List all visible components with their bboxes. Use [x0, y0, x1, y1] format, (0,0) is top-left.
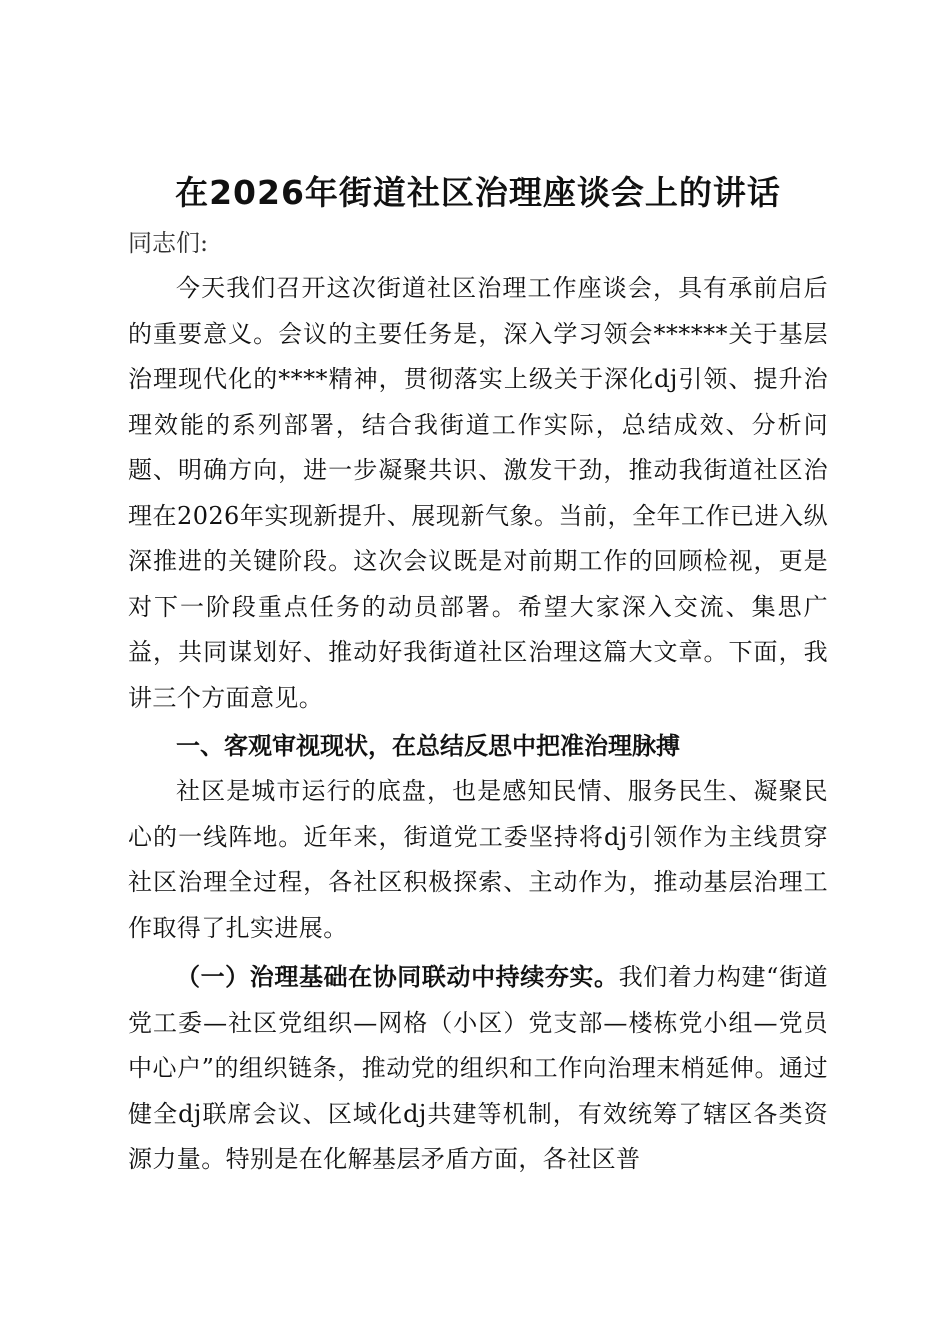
section-1-heading: 一、客观审视现状，在总结反思中把准治理脉搏	[176, 732, 680, 760]
intro-paragraph: 今天我们召开这次街道社区治理工作座谈会，具有承前启后的重要意义。会议的主要任务是，深入学习领会******关于基层治理现代化的****精神，贯彻落实上级关于深化dj引领、提升治理效能的系列部署，结合我街道工作实际，总结成效、分析问题、明确方向，进一步凝聚共识、激发干劲，推动我街道社区治理在2026年实现新提升、展现新气象。当前，全年工作已进入纵深推进的关键阶段。这次会议既是对前期工作的回顾检视，更是对下一阶段重点任务的动员部署。希望大家深入交流、集思广益，共同谋划好、推动好我街道社区治理这篇大文章。下面，我讲三个方面意见。	[128, 274, 828, 712]
document-body	[128, 168, 828, 1183]
document-title: 在2026年街道社区治理座谈会上的讲话	[175, 173, 781, 212]
salutation: 同志们:	[128, 229, 209, 257]
subsection-1-paragraph	[128, 955, 828, 1183]
section-1-paragraph: 社区是城市运行的底盘，也是感知民情、服务民生、凝聚民心的一线阵地。近年来，街道党工委坚持将dj引领作为主线贯穿社区治理全过程，各社区积极探索、主动作为，推动基层治理工作取得了扎实进展。	[128, 777, 828, 942]
subsection-1-text: 我们着力构建“街道党工委—社区党组织—网格（小区）党支部—楼栋党小组—党员中心户”的组织链条，推动党的组织和工作向治理末梢延伸。通过健全dj联席会议、区域化dj共建等机制，有效统筹了辖区各类资源力量。特别是在化解基层矛盾方面，各社区普	[128, 963, 828, 1173]
subsection-1-lead: （一）治理基础在协同联动中持续夯实。	[176, 963, 619, 991]
